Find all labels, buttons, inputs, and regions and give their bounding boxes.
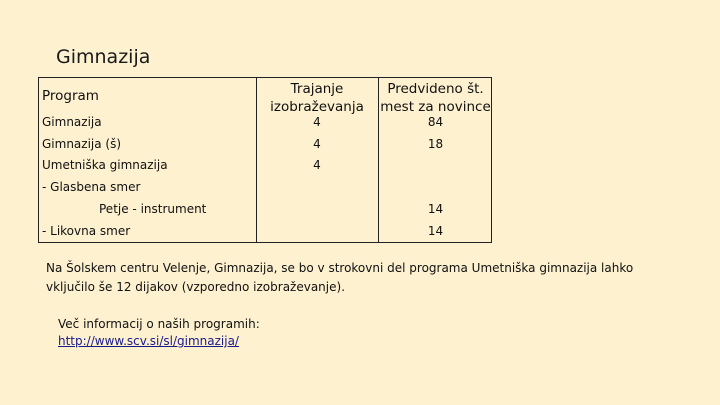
info-note: Na Šolskem centru Velenje, Gimnazija, se bo v strokovni del programa Umetniška gimnazija lahko vključilo še 12 dijakov (vzporedno izobraževanje). <box>46 261 634 294</box>
row-label: - Glasbena smer <box>42 180 141 194</box>
row-duration: 4 <box>313 115 321 129</box>
page-title: Gimnazija <box>56 46 151 68</box>
row-places: 14 <box>427 224 444 238</box>
row-label: - Likovna smer <box>42 224 131 238</box>
row-label: Umetniška gimnazija <box>42 158 168 172</box>
row-label: Gimnazija (š) <box>42 137 122 151</box>
row-label: Gimnazija <box>42 115 102 129</box>
row-places: 14 <box>427 202 444 216</box>
programs-table <box>38 77 492 243</box>
row-duration: 4 <box>313 137 321 151</box>
header-duration: Trajanje izobraževanja <box>270 81 364 115</box>
programs-link[interactable]: http://www.scv.si/sl/gimnazija/ <box>58 334 239 348</box>
header-places: Predvideno št. mest za novince <box>380 81 491 115</box>
header-program: Program <box>42 88 99 104</box>
row-places: 84 <box>427 115 444 129</box>
more-info-label: Več informacij o naših programih: <box>58 317 260 331</box>
row-places: 18 <box>427 137 444 151</box>
row-duration: 4 <box>313 158 321 172</box>
more-info <box>58 316 260 350</box>
row-label: Petje - instrument <box>99 202 207 216</box>
